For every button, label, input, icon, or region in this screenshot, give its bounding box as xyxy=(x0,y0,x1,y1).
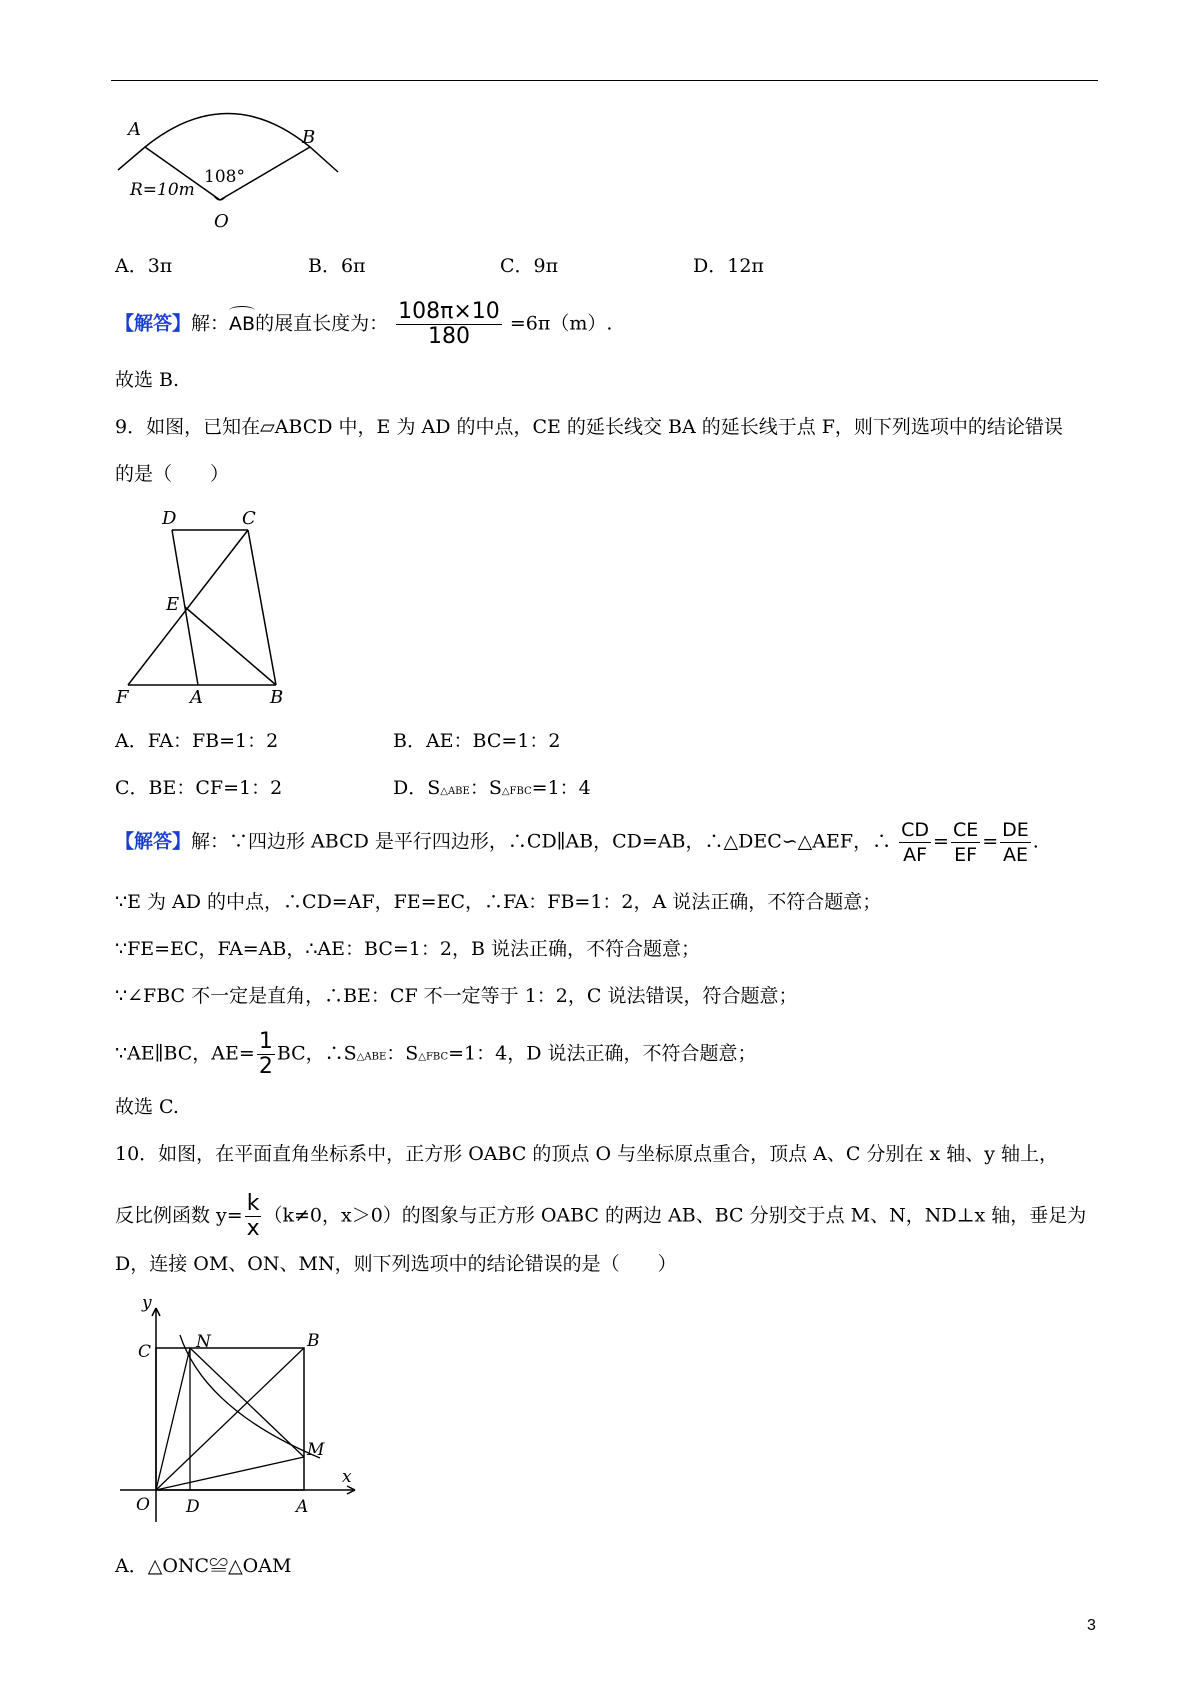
label-D: D xyxy=(162,508,177,529)
q9-stem-2: 的是（ ） xyxy=(115,463,230,485)
q9-option-c: C．BE：CF=1：2 xyxy=(115,777,283,799)
arc-figure xyxy=(110,110,350,235)
q9-stem-1: 9．如图，已知在▱ABCD 中，E 为 AD 的中点，CE 的延长线交 BA 的延长线于点 F，则下列选项中的结论错误 xyxy=(115,416,1063,438)
q9-solution-1: 【解答】解：∵四边形 ABCD 是平行四边形，∴CD∥AB，CD=AB，∴△DEC∽△AEF，∴ $\frac{CD}{AF}$ = $\frac{CE}{EF}$ = $\frac{DE}{AE}$ . xyxy=(115,819,1039,866)
q9-conclusion: 故选 C. xyxy=(115,1096,179,1118)
q8-solution: 【解答】解：AB的展直长度为： $\frac{108\pi\times 10}{180}$ =6π（m）. xyxy=(115,299,613,349)
solution-tag: 【解答】 xyxy=(115,312,192,335)
label-D: D xyxy=(186,1497,200,1517)
label-E: E xyxy=(166,594,180,615)
label-R: R=10m xyxy=(130,180,195,200)
label-B: B xyxy=(302,127,316,148)
label-y: y xyxy=(142,1293,152,1313)
q10-stem-1: 10．如图，在平面直角坐标系中，正方形 OABC 的顶点 O 与坐标原点重合，顶点 A、C 分别在 x 轴、y 轴上， xyxy=(115,1143,1058,1165)
q9-solution-2: ∵E 为 AD 的中点，∴CD=AF，FE=EC，∴FA：FB=1：2，A 说法正确，不符合题意； xyxy=(115,891,882,913)
label-A: A xyxy=(190,687,203,705)
q8-option-b: B．6π xyxy=(308,255,366,277)
fraction-half: $\frac{1}{2}$ xyxy=(258,1029,273,1079)
header-rule xyxy=(111,80,1098,81)
label-N: N xyxy=(196,1332,211,1352)
solution-tag: 【解答】 xyxy=(115,830,192,853)
page-number: 3 xyxy=(1087,1617,1096,1634)
parallelogram-figure xyxy=(110,505,300,705)
label-A: A xyxy=(128,119,141,140)
q9-solution-3: ∵FE=EC，FA=AB，∴AE：BC=1：2，B 说法正确，不符合题意； xyxy=(115,938,700,960)
label-O: O xyxy=(136,1495,150,1515)
label-C: C xyxy=(242,508,256,529)
label-angle: 108° xyxy=(204,167,245,187)
label-C: C xyxy=(138,1342,152,1362)
q8-option-d: D．12π xyxy=(693,255,764,277)
label-O: O xyxy=(214,211,229,232)
q9-option-b: B．AE：BC=1：2 xyxy=(393,730,561,752)
label-M: M xyxy=(307,1440,325,1460)
fraction-ce-ef: $\frac{CE}{EF}$ xyxy=(952,819,979,866)
q9-option-a: A．FA：FB=1：2 xyxy=(115,730,279,752)
fraction-de-ae: $\frac{DE}{AE}$ xyxy=(1002,819,1029,866)
q9-option-d: D．S△ABE：S△FBC=1：4 xyxy=(393,777,591,799)
arc-ab-symbol: AB xyxy=(229,310,255,338)
label-x: x xyxy=(342,1467,352,1487)
label-F: F xyxy=(116,687,129,705)
q8-option-a: A．3π xyxy=(115,255,173,277)
label-A: A xyxy=(296,1497,309,1517)
label-B: B xyxy=(307,1331,320,1351)
q9-solution-5: ∵AE∥BC，AE= $\frac{1}{2}$ BC，∴S△ABE：S△FBC=1：4，D 说法正确，不符合题意； xyxy=(115,1029,757,1079)
fraction-cd-af: $\frac{CD}{AF}$ xyxy=(901,819,930,866)
q10-stem-2: 反比例函数 y= $\frac{k}{x}$ （k≠0，x＞0）的图象与正方形 OABC 的两边 AB、BC 分别交于点 M、N，ND⊥x 轴，垂足为 xyxy=(115,1191,1087,1241)
q9-solution-4: ∵∠FBC 不一定是直角，∴BE：CF 不一定等于 1：2，C 说法错误，符合题意； xyxy=(115,985,798,1007)
q10-option-a: A．△ONC≌△OAM xyxy=(115,1555,292,1577)
coordinate-figure xyxy=(110,1290,370,1530)
q8-fraction: $\frac{108\pi\times 10}{180}$ xyxy=(398,299,500,349)
label-B: B xyxy=(270,687,284,705)
q8-option-c: C．9π xyxy=(500,255,559,277)
q10-stem-3: D，连接 OM、ON、MN，则下列选项中的结论错误的是（ ） xyxy=(115,1253,677,1275)
q8-conclusion: 故选 B. xyxy=(115,369,180,391)
fraction-k-x: $\frac{k}{x}$ xyxy=(246,1191,260,1241)
